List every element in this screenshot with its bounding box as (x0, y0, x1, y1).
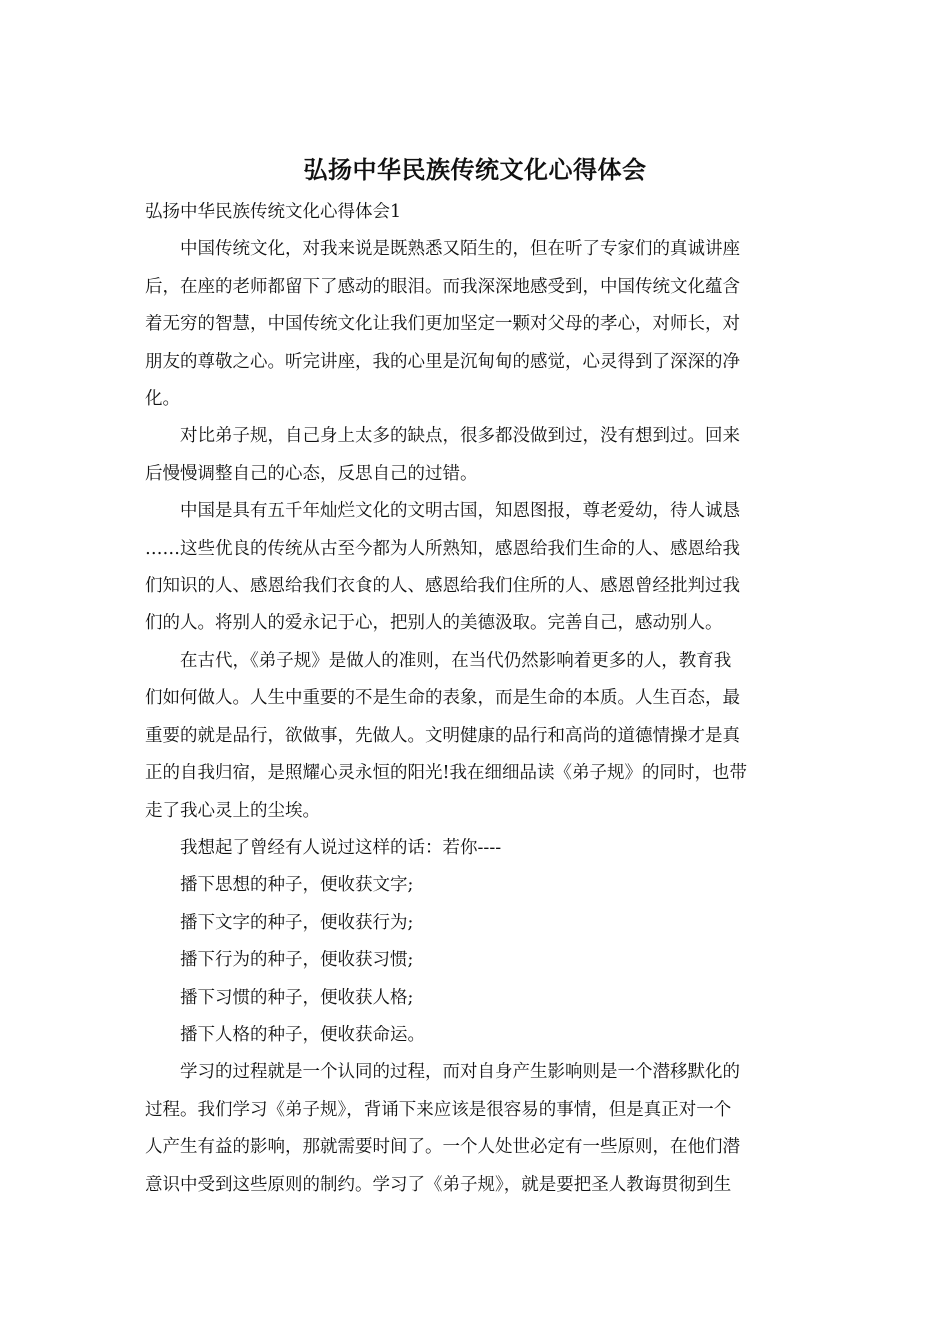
verse-line: 播下思想的种子，便收获文字; (180, 875, 414, 896)
paragraph-line: 中国传统文化，对我来说是既熟悉又陌生的，但在听了专家们的真诚讲座 (180, 239, 740, 260)
paragraph-1 (145, 231, 805, 418)
document-title: 弘扬中华民族传统文化心得体会 (303, 156, 647, 184)
paragraph-line: 人产生有益的影响，那就需要时间了。一个人处世必定有一些原则，在他们潜 (145, 1137, 740, 1158)
paragraph-line: 我想起了曾经有人说过这样的话：若你---- (180, 837, 502, 858)
paragraph-6 (145, 1054, 805, 1204)
subtitle-line (145, 194, 805, 231)
paragraph-line: 们如何做人。人生中重要的不是生命的表象，而是生命的本质。人生百态，最 (145, 688, 740, 709)
paragraph-line: 中国是具有五千年灿烂文化的文明古国，知恩图报，尊老爱幼，待人诚恳 (180, 501, 740, 522)
subtitle-text: 弘扬中华民族传统文化心得体会1 (145, 202, 402, 222)
paragraph-line: 在古代，《弟子规》是做人的准则，在当代仍然影响着更多的人，教育我 (180, 650, 732, 671)
document-body (145, 194, 805, 1204)
verse-line: 播下文字的种子，便收获行为; (180, 912, 414, 933)
paragraph-line: 化。 (145, 389, 180, 410)
paragraph-line: 们知识的人、感恩给我们衣食的人、感恩给我们住所的人、感恩曾经批判过我 (145, 576, 740, 597)
paragraph-line: ……这些优良的传统从古至今都为人所熟知，感恩给我们生命的人、感恩给我 (145, 538, 740, 559)
verse-line: 播下行为的种子，便收获习惯; (180, 950, 414, 971)
paragraph-2 (145, 418, 805, 493)
paragraph-line: 重要的就是品行，欲做事，先做人。文明健康的品行和高尚的道德情操才是真 (145, 725, 740, 746)
paragraph-line: 过程。我们学习《弟子规》，背诵下来应该是很容易的事情，但是真正对一个 (145, 1099, 732, 1120)
paragraph-line: 着无穷的智慧，中国传统文化让我们更加坚定一颗对父母的孝心，对师长，对 (145, 314, 740, 335)
verse-line-2 (145, 905, 805, 942)
paragraph-line: 走了我心灵上的尘埃。 (145, 800, 320, 821)
verse-line-3 (145, 942, 805, 979)
paragraph-line: 们的人。将别人的爱永记于心，把别人的美德汲取。完善自己，感动别人。 (145, 613, 723, 634)
paragraph-line: 意识中受到这些原则的制约。学习了《弟子规》，就是要把圣人教诲贯彻到生 (145, 1174, 732, 1195)
paragraph-line: 朋友的尊敬之心。听完讲座，我的心里是沉甸甸的感觉，心灵得到了深深的净 (145, 351, 740, 372)
verse-line: 播下习惯的种子，便收获人格; (180, 987, 414, 1008)
verse-line-1 (145, 867, 805, 904)
paragraph-5 (145, 830, 805, 867)
paragraph-line: 学习的过程就是一个认同的过程，而对自身产生影响则是一个潜移默化的 (180, 1062, 740, 1083)
paragraph-3 (145, 493, 805, 643)
paragraph-line: 后，在座的老师都留下了感动的眼泪。而我深深地感受到，中国传统文化蕴含 (145, 276, 740, 297)
paragraph-line: 后慢慢调整自己的心态，反思自己的过错。 (145, 463, 478, 484)
paragraph-line: 对比弟子规，自己身上太多的缺点，很多都没做到过，没有想到过。回来 (180, 426, 740, 447)
verse-line: 播下人格的种子，便收获命运。 (180, 1024, 425, 1045)
verse-line-5 (145, 1017, 805, 1054)
paragraph-4 (145, 643, 805, 830)
paragraph-line: 正的自我归宿，是照耀心灵永恒的阳光!我在细细品读《弟子规》的同时，也带 (145, 763, 748, 784)
verse-line-4 (145, 980, 805, 1017)
